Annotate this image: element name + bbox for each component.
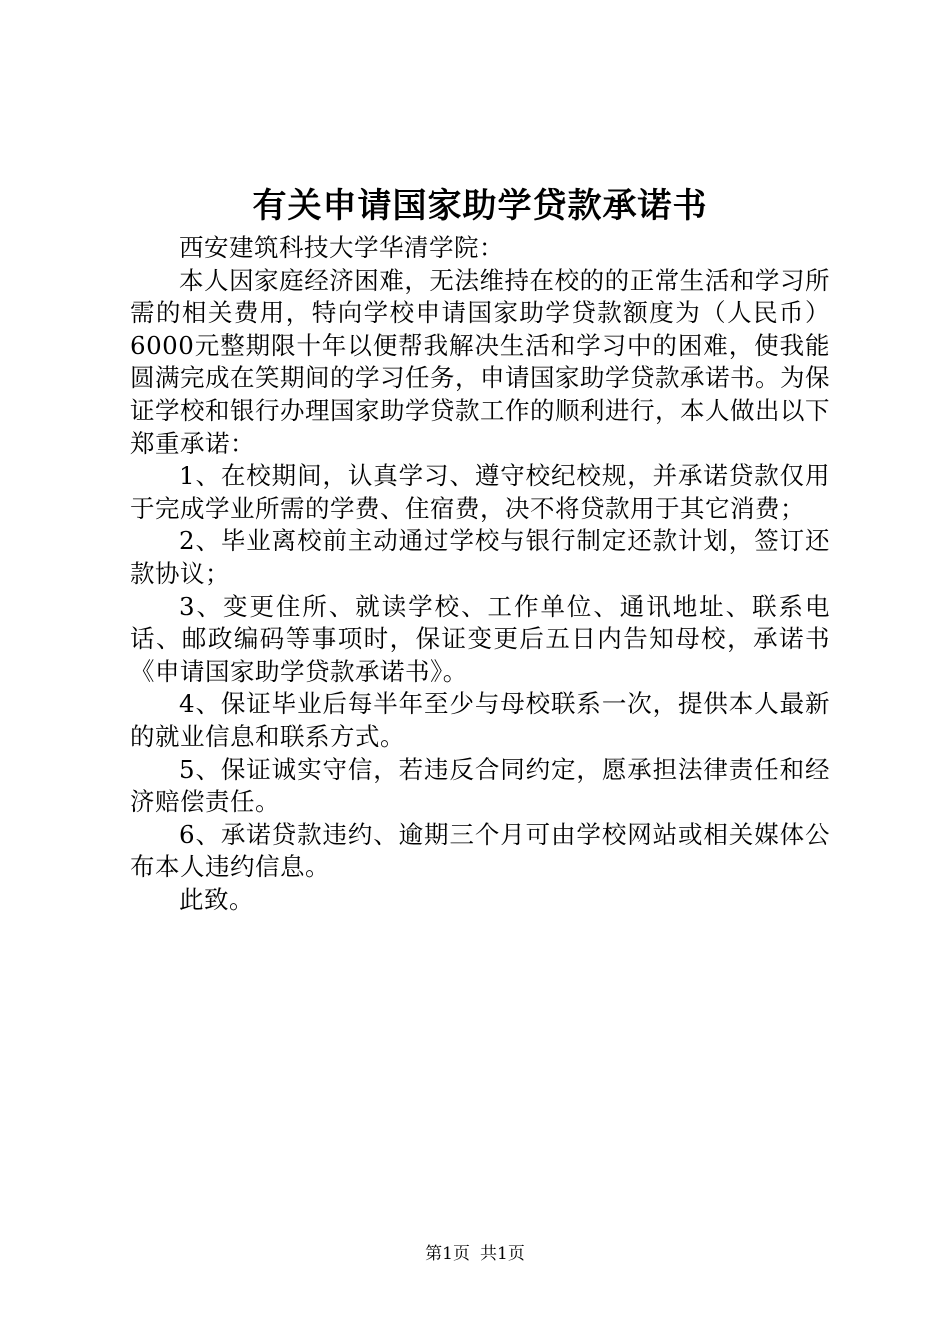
- document-page: [130, 180, 830, 916]
- paragraph-pledge-1: 1、在校期间，认真学习、遵守校纪校规，并承诺贷款仅用于完成学业所需的学费、住宿费，决不将贷款用于其它消费；: [130, 461, 830, 523]
- paragraph-pledge-4: 4、保证毕业后每半年至少与母校联系一次，提供本人最新的就业信息和联系方式。: [130, 689, 830, 751]
- paragraph-pledge-5: 5、保证诚实守信，若违反合同约定，愿承担法律责任和经济赔偿责任。: [130, 754, 830, 817]
- page-number: 第1页: [425, 1244, 470, 1264]
- paragraph-intro: 本人因家庭经济困难，无法维持在校的的正常生活和学习所需的相关费用，特向学校申请国家助学贷款额度为（人民币）6000元整期限十年以便帮我解决生活和学习中的困难，使我能圆满完成在笑期间的学习任务，申请国家助学贷款承诺书。为保证学校和银行办理国家助学贷款工作的顺利进行，本人做出以下郑重承诺：: [130, 265, 830, 458]
- closing: 此致。: [179, 884, 254, 914]
- paragraph-pledge-2: 2、毕业离校前主动通过学校与银行制定还款计划，签订还款协议；: [130, 526, 830, 588]
- salutation: 西安建筑科技大学华清学院：: [179, 233, 504, 262]
- document-title: 有关申请国家助学贷款承诺书: [252, 186, 708, 226]
- paragraph-pledge-3: 3、变更住所、就读学校、工作单位、通讯地址、联系电话、邮政编码等事项时，保证变更后五日内告知母校，承诺书《申请国家助学贷款承诺书》。: [130, 591, 830, 686]
- page-total: 共1页: [480, 1244, 525, 1264]
- page-footer: [0, 1242, 950, 1266]
- paragraph-pledge-6: 6、承诺贷款违约、逾期三个月可由学校网站或相关媒体公布本人违约信息。: [130, 819, 830, 882]
- document-body: [130, 232, 830, 916]
